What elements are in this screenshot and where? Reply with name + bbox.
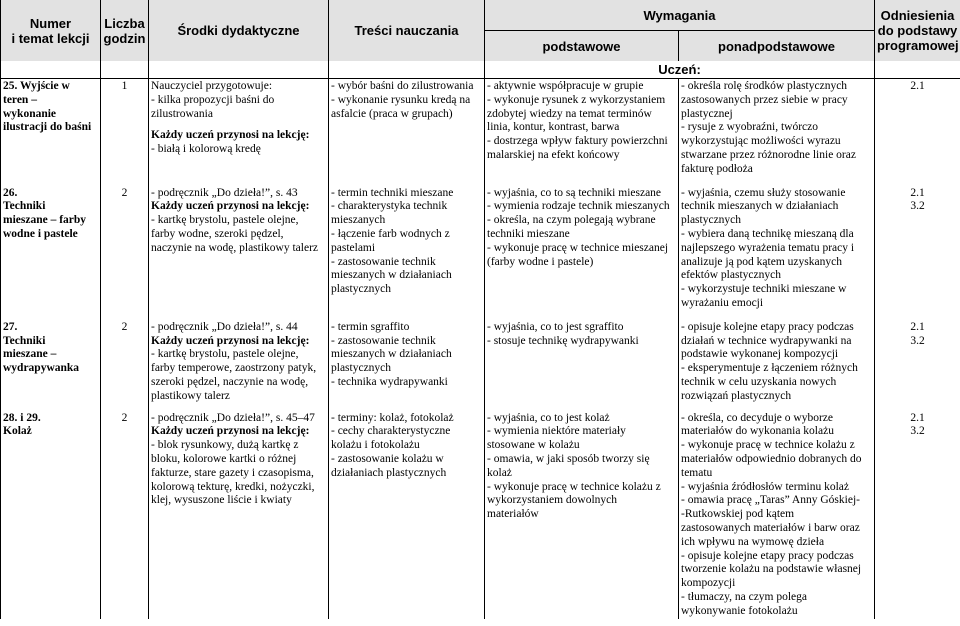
- table-row: [1, 79, 960, 178]
- lesson-hours: 2: [101, 411, 149, 620]
- lesson-topic: 27. Techniki mieszane – wydrapywanka: [1, 320, 101, 405]
- header-uczen: Uczeń:: [485, 61, 875, 79]
- lesson-srodki: [149, 186, 329, 312]
- header-uczen-row: [1, 61, 960, 79]
- lesson-topic: 25. Wyjście w teren – wykonanie ilustracji do baśni: [1, 79, 101, 178]
- lesson-tresci: - termin sgraffito - zastosowanie technik mieszanych w działaniach plastycznych - technika wydrapywanki: [329, 320, 485, 405]
- table-row: [1, 320, 960, 405]
- srodki-intro: Nauczyciel przygotowuje: - kilka propozycji baśni do zilustrowania: [151, 80, 275, 120]
- lesson-odniesienia: 2.1: [875, 79, 960, 178]
- srodki-rest: - kartkę brystolu, pastele olejne, farby wodne, szeroki pędzel, naczynie na wodę, plastikowy talerz: [151, 214, 319, 254]
- header-odniesienia: Odniesienia do podstawy programowej: [875, 0, 960, 61]
- lesson-topic: 28. i 29. Kolaż: [1, 411, 101, 620]
- srodki-intro: - podręcznik „Do dzieła!”, s. 44: [151, 320, 298, 333]
- header-numer: Numer i temat lekcji: [1, 0, 101, 61]
- lesson-podstawowe: - wyjaśnia, co to są techniki mieszane - wymienia rodzaje technik mieszanych - określa, na czym polegają wybrane techniki mieszane - wykonuje pracę w technice mieszanej (farby wodne i pastele): [485, 186, 679, 312]
- lesson-srodki: [149, 411, 329, 620]
- lesson-ponadpodstawowe: - określa rolę środków plastycznych zastosowanych przez siebie w pracy plastycznej - rysuje z wyobraźni, twórczo wykorzystując możliwości wyrazu stwarzane przez różnorodne linie oraz fakturę podłoża: [679, 79, 875, 178]
- table-row: [1, 411, 960, 620]
- lesson-odniesienia: 2.1 3.2: [875, 411, 960, 620]
- srodki-rest: - białą i kolorową kredę: [151, 143, 261, 156]
- header-tresci: Treści nauczania: [329, 0, 485, 61]
- srodki-rest: - blok rysunkowy, dużą kartkę z bloku, kolorowe kartki o różnej fakturze, stare gazety i czasopisma, kolorową tekturę, kredki, nożyczki, klej, wysuszone liście i kwiaty: [151, 439, 315, 507]
- srodki-kazdy: Każdy uczeń przynosi na lekcję:: [151, 425, 310, 438]
- lesson-odniesienia: 2.1 3.2: [875, 320, 960, 405]
- srodki-intro: - podręcznik „Do dzieła!”, s. 45–47: [151, 411, 315, 424]
- table-row: [1, 186, 960, 312]
- lesson-ponadpodstawowe: - opisuje kolejne etapy pracy podczas działań w technice wydrapywanki na podstawie wykonanej kompozycji - eksperymentuje z łączeniem różnych technik w celu uzyskania nowych rozwiązań plastycznych: [679, 320, 875, 405]
- lesson-podstawowe: - wyjaśnia, co to jest sgraffito - stosuje technikę wydrapywanki: [485, 320, 679, 405]
- lesson-topic: 26. Techniki mieszane – farby wodne i pastele: [1, 186, 101, 312]
- srodki-intro: - podręcznik „Do dzieła!”, s. 43: [151, 186, 298, 199]
- lesson-podstawowe: - aktywnie współpracuje w grupie - wykonuje rysunek z wykorzystaniem zdobytej wiedzy na temat terminów linia, kontur, kontrast, barwa - dostrzega wpływ faktury powierzchni malarskiej na efekt końcowy: [485, 79, 679, 178]
- lesson-tresci: - termin techniki mieszane - charakterystyka technik mieszanych - łączenie farb wodnych z pastelami - zastosowanie technik mieszanych w działaniach plastycznych: [329, 186, 485, 312]
- lesson-hours: 2: [101, 320, 149, 405]
- lesson-hours: 2: [101, 186, 149, 312]
- header-liczba-godzin: Liczba godzin: [101, 0, 149, 61]
- lesson-tresci: - terminy: kolaż, fotokolaż - cechy charakterystyczne kolażu i fotokolażu - zastosowanie kolażu w działaniach plastycznych: [329, 411, 485, 620]
- lesson-srodki: [149, 320, 329, 405]
- lesson-ponadpodstawowe: - wyjaśnia, czemu służy stosowanie technik mieszanych w działaniach plastycznych - wybiera daną technikę mieszaną dla najlepszego wyrażenia tematu pracy i analizuje ją pod kątem uzyskanych efektów plastycznych - wykorzystuje techniki mieszane w wyrażaniu emocji: [679, 186, 875, 312]
- header-srodki: Środki dydaktyczne: [149, 0, 329, 61]
- srodki-kazdy: Każdy uczeń przynosi na lekcję:: [151, 334, 310, 347]
- header-ponadpodstawowe: ponadpodstawowe: [679, 31, 875, 62]
- lesson-hours: 1: [101, 79, 149, 178]
- srodki-kazdy: Każdy uczeń przynosi na lekcję:: [151, 200, 310, 213]
- header-row-top: [1, 0, 960, 31]
- lesson-srodki: [149, 79, 329, 178]
- header-podstawowe: podstawowe: [485, 31, 679, 62]
- lesson-podstawowe: - wyjaśnia, co to jest kolaż - wymienia niektóre materiały stosowane w kolażu - omawia, w jaki sposób tworzy się kolaż - wykonuje pracę w technice kolażu z wykorzystaniem dowolnych materiałów: [485, 411, 679, 620]
- lesson-ponadpodstawowe: - określa, co decyduje o wyborze materiałów do wykonania kolażu - wykonuje pracę w technice kolażu z materiałów odpowiednio dobranych do tematu - wyjaśnia źródłosłów terminu kolaż - omawia pracę „Taras” Anny Góskiej- -Rutkowskiej pod kątem zastosowanych materiałów i barw oraz ich wpływu na wymowę dzieła - opisuje kolejne etapy pracy podczas tworzenie kolażu na podstawie własnej kompozycji - tłumaczy, na czym polega wykonywanie fotokolażu: [679, 411, 875, 620]
- lesson-odniesienia: 2.1 3.2: [875, 186, 960, 312]
- srodki-kazdy: Każdy uczeń przynosi na lekcję:: [151, 129, 310, 142]
- srodki-rest: - kartkę brystolu, pastele olejne, farby temperowe, zaostrzony patyk, szeroki pędzel, naczynie na wodę, plastikowy talerz: [151, 348, 317, 402]
- lesson-tresci: - wybór baśni do zilustrowania - wykonanie rysunku kredą na asfalcie (praca w grupach): [329, 79, 485, 178]
- header-wymagania: Wymagania: [485, 0, 875, 31]
